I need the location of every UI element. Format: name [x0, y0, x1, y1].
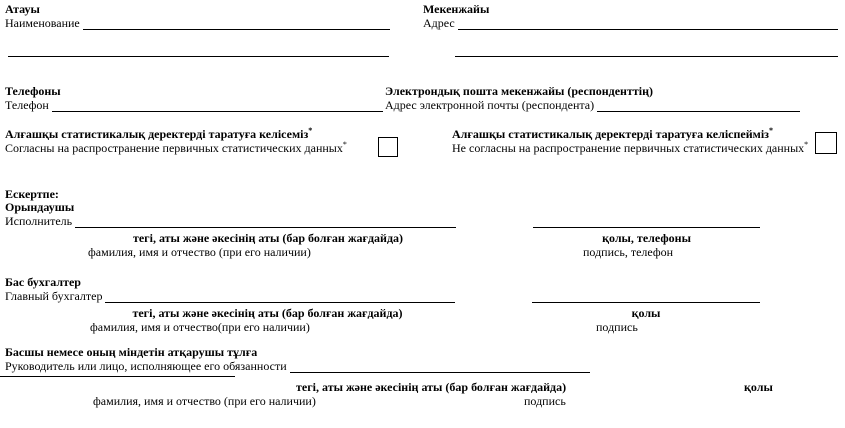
consent-agree-label-ru [5, 141, 347, 155]
address-label-kk: Мекенжайы [423, 2, 490, 16]
consent-disagree-checkbox[interactable] [815, 132, 837, 154]
name-field-row [5, 15, 390, 30]
email-label-ru: Адрес электронной почты (респондента) [385, 98, 595, 112]
phone-field-row [5, 97, 383, 112]
head-caption-sign-kk: қолы [744, 380, 773, 394]
address-label-ru: Адрес [423, 16, 455, 30]
consent-disagree-text-ru: Не согласны на распространение первичных статистических данных [452, 141, 805, 155]
consent-disagree-text-kk: Алғашқы статистикалық деректерді таратуға келіспейміз [452, 127, 769, 141]
executor-caption-sign-kk: қолы, телефоны [602, 231, 691, 245]
consent-agree-text-ru: Согласны на распространение первичных статистических данных [5, 141, 343, 155]
name-fill-line-2[interactable] [8, 56, 389, 57]
consent-agree-footnote-kk: * [308, 126, 313, 135]
chief-accountant-caption-name-ru: фамилия, имя и отчество(при его наличии) [90, 320, 310, 334]
executor-sign-fill-line[interactable] [533, 227, 760, 228]
consent-agree-text-kk: Алғашқы статистикалық деректерді таратуға келісеміз [5, 127, 309, 141]
chief-accountant-label-ru: Главный бухгалтер [5, 289, 103, 303]
executor-name-fill-line[interactable] [75, 213, 456, 228]
executor-caption-sign-ru: подпись, телефон [583, 245, 674, 259]
head-name-fill-line[interactable] [290, 358, 590, 373]
phone-fill-line[interactable] [52, 97, 383, 112]
head-caption-sign-ru: подпись [524, 394, 566, 408]
address-field-row [423, 15, 838, 30]
consent-disagree-footnote-ru: * [804, 140, 809, 149]
head-label-kk: Басшы немесе оның міндетін атқарушы тұлға [5, 345, 258, 359]
name-label-kk: Атауы [5, 2, 40, 16]
note-label-kk: Ескертпе: [5, 187, 59, 201]
name-fill-line[interactable] [83, 15, 390, 30]
chief-accountant-name-fill-line[interactable] [105, 288, 455, 303]
chief-accountant-caption-sign-kk: қолы [631, 306, 661, 320]
head-caption-name-kk: тегі, аты және әкесінің аты (бар болған жағдайда) [296, 380, 567, 394]
consent-agree-checkbox[interactable] [378, 137, 398, 157]
phone-label-kk: Телефоны [5, 84, 61, 98]
phone-label-ru: Телефон [5, 98, 49, 112]
chief-accountant-caption-sign-ru: подпись [596, 320, 638, 334]
consent-disagree-label-ru [452, 141, 808, 155]
chief-accountant-sign-fill-line[interactable] [532, 302, 760, 303]
head-name-fill-line-2[interactable] [0, 376, 235, 377]
executor-label-ru: Исполнитель [5, 214, 73, 228]
email-field-row [385, 97, 800, 112]
chief-accountant-label-kk: Бас бухгалтер [5, 275, 81, 289]
address-fill-line[interactable] [458, 15, 838, 30]
address-fill-line-2[interactable] [455, 56, 838, 57]
chief-accountant-caption-name-kk: тегі, аты және әкесінің аты (бар болған жағдайда) [132, 306, 403, 320]
name-label-ru: Наименование [5, 16, 80, 30]
consent-disagree-footnote-kk: * [768, 126, 773, 135]
executor-caption-name-ru: фамилия, имя и отчество (при его наличии) [88, 245, 311, 259]
consent-agree-label-kk [5, 127, 312, 141]
executor-caption-name-kk: тегі, аты және әкесінің аты (бар болған жағдайда) [132, 231, 404, 245]
head-field-row [5, 358, 590, 373]
executor-label-kk: Орындаушы [5, 200, 75, 214]
head-label-ru: Руководитель или лицо, исполняющее его обязанности [5, 359, 287, 373]
email-fill-line[interactable] [597, 97, 800, 112]
email-label-kk: Электрондық пошта мекенжайы (респонденттің) [385, 84, 654, 98]
chief-accountant-field-row [5, 288, 455, 303]
executor-field-row [5, 213, 456, 228]
consent-disagree-label-kk [452, 127, 773, 141]
head-caption-name-ru: фамилия, имя и отчество (при его наличии) [93, 394, 316, 408]
consent-agree-footnote-ru: * [342, 140, 347, 149]
